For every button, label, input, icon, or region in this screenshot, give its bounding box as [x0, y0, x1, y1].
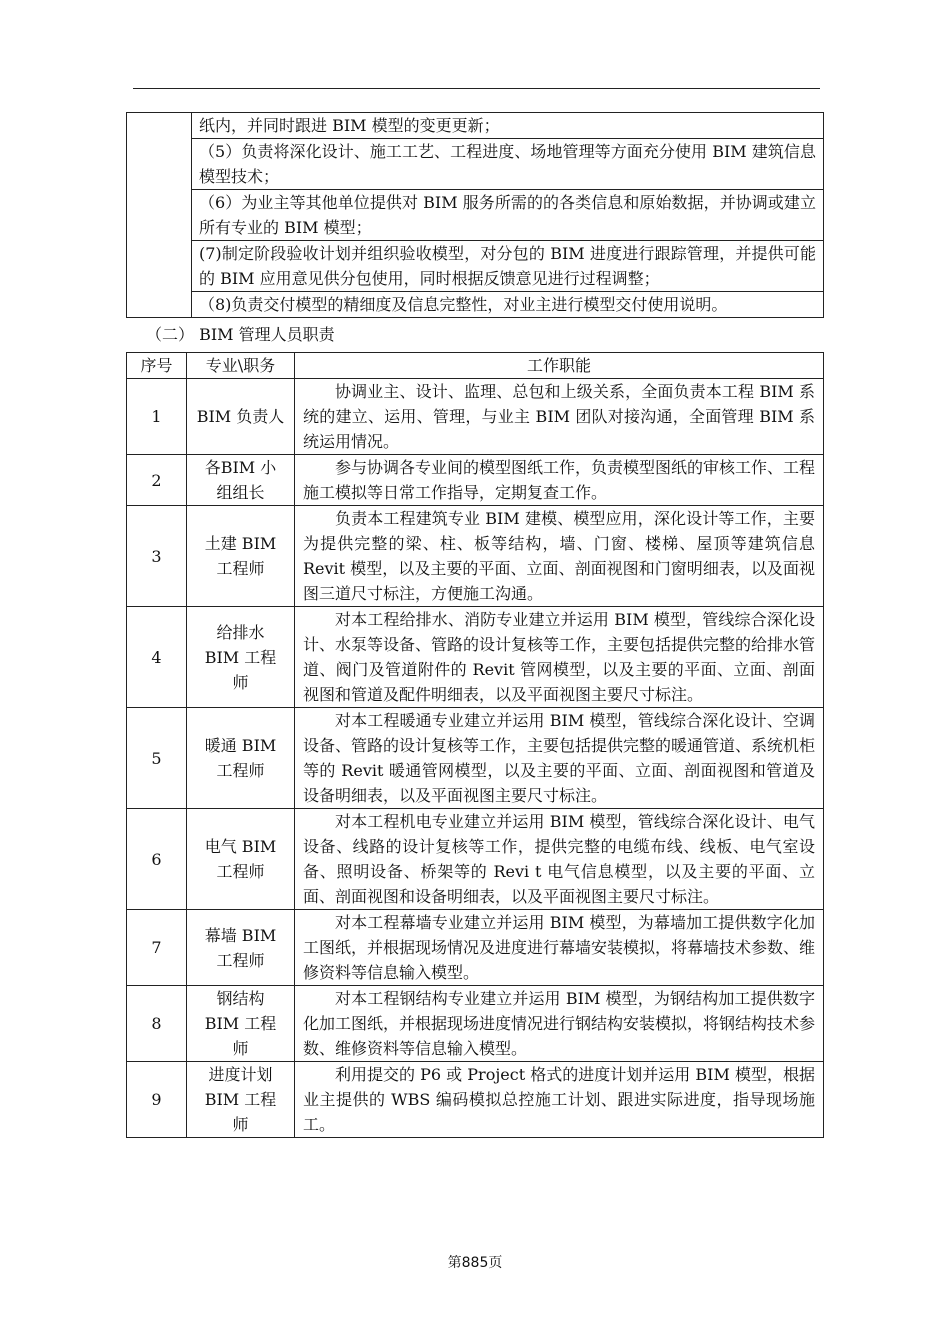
responsibility-table	[126, 112, 824, 318]
roles-table	[126, 352, 824, 1138]
table-cell: （5）负责将深化设计、施工工艺、工程进度、场地管理等方面充分使用 BIM 建筑信息模型技术；	[192, 139, 824, 190]
table-row	[127, 241, 824, 292]
row-no: 6	[127, 809, 187, 910]
row-role: 土建 BIM 工程师	[187, 506, 295, 607]
table-row	[127, 809, 824, 910]
table-row	[127, 379, 824, 455]
row-role: 钢结构 BIM 工程师	[187, 986, 295, 1062]
table-row	[127, 910, 824, 986]
row-duty: 对本工程给排水、消防专业建立并运用 BIM 模型，管线综合深化设计、水泵等设备、管路的设计复核等工作，主要包括提供完整的给排水管道、阀门及管道附件的 Revit 管网模型，以及主要的平面、立面、剖面视图和管道及配件明细表，以及平面视图主要尺寸标注。	[295, 607, 824, 708]
row-role: 暖通 BIM 工程师	[187, 708, 295, 809]
row-no: 9	[127, 1062, 187, 1138]
row-no: 2	[127, 455, 187, 506]
header-role: 专业\职务	[187, 353, 295, 379]
table-row	[127, 607, 824, 708]
row-no: 3	[127, 506, 187, 607]
row-role: 电气 BIM 工程师	[187, 809, 295, 910]
table-row	[127, 506, 824, 607]
row-duty: 利用提交的 P6 或 Project 格式的进度计划并运用 BIM 模型，根据业主提供的 WBS 编码模拟总控施工计划、跟进实际进度，指导现场施工。	[295, 1062, 824, 1138]
table-row	[127, 455, 824, 506]
table-row	[127, 113, 824, 139]
row-no: 5	[127, 708, 187, 809]
table-cell: 纸内，并同时跟进 BIM 模型的变更更新；	[192, 113, 824, 139]
row-role: 给排水 BIM 工程师	[187, 607, 295, 708]
row-role: BIM 负责人	[187, 379, 295, 455]
row-duty: 对本工程机电专业建立并运用 BIM 模型，管线综合深化设计、电气设备、线路的设计复核等工作，提供完整的电缆布线、线板、电气室设备、照明设备、桥架等的 Revi t 电气信息模型，以及主要的平面、立面、剖面视图和设备明细表，以及平面视图主要尺寸标注。	[295, 809, 824, 910]
header-rule	[133, 88, 820, 89]
row-no: 4	[127, 607, 187, 708]
table-row	[127, 1062, 824, 1138]
table-row	[127, 139, 824, 190]
row-duty: 协调业主、设计、监理、总包和上级关系，全面负责本工程 BIM 系统的建立、运用、管理，与业主 BIM 团队对接沟通，全面管理 BIM 系统运用情况。	[295, 379, 824, 455]
table-row	[127, 190, 824, 241]
header-no: 序号	[127, 353, 187, 379]
page-number: 第885页	[447, 1255, 503, 1271]
row-no: 1	[127, 379, 187, 455]
header-duty: 工作职能	[295, 353, 824, 379]
row-role: 幕墙 BIM 工程师	[187, 910, 295, 986]
table-cell: （8)负责交付模型的精细度及信息完整性，对业主进行模型交付使用说明。	[192, 292, 824, 318]
table-header-row	[127, 353, 824, 379]
row-no: 7	[127, 910, 187, 986]
table-row	[127, 708, 824, 809]
row-duty: 参与协调各专业间的模型图纸工作，负责模型图纸的审核工作、工程施工模拟等日常工作指导，定期复查工作。	[295, 455, 824, 506]
blank-cell	[127, 113, 192, 318]
table-cell: (7)制定阶段验收计划并组织验收模型，对分包的 BIM 进度进行跟踪管理，并提供可能的 BIM 应用意见供分包使用，同时根据反馈意见进行过程调整；	[192, 241, 824, 292]
table-cell: （6）为业主等其他单位提供对 BIM 服务所需的的各类信息和原始数据，并协调或建立所有专业的 BIM 模型；	[192, 190, 824, 241]
row-duty: 对本工程钢结构专业建立并运用 BIM 模型，为钢结构加工提供数字化加工图纸，并根据现场进度情况进行钢结构安装模拟，将钢结构技术参数、维修资料等信息输入模型。	[295, 986, 824, 1062]
section-title: （二） BIM 管理人员职责	[146, 325, 335, 344]
row-no: 8	[127, 986, 187, 1062]
table-row	[127, 986, 824, 1062]
row-role: 进度计划 BIM 工程师	[187, 1062, 295, 1138]
row-duty: 负责本工程建筑专业 BIM 建模、模型应用，深化设计等工作，主要为提供完整的梁、柱、板等结构，墙、门窗、楼梯、屋顶等建筑信息 Revit 模型，以及主要的平面、立面、剖面视图和门窗明细表，以及面视图三道尺寸标注，方便施工沟通。	[295, 506, 824, 607]
table-row	[127, 292, 824, 318]
row-role: 各BIM 小组组长	[187, 455, 295, 506]
row-duty: 对本工程幕墙专业建立并运用 BIM 模型，为幕墙加工提供数字化加工图纸，并根据现场情况及进度进行幕墙安装模拟，将幕墙技术参数、维修资料等信息输入模型。	[295, 910, 824, 986]
row-duty: 对本工程暖通专业建立并运用 BIM 模型，管线综合深化设计、空调设备、管路的设计复核等工作，主要包括提供完整的暖通管道、系统机柜等的 Revit 暖通管网模型，以及主要的平面、立面、剖面视图和管道及设备明细表，以及平面视图主要尺寸标注。	[295, 708, 824, 809]
